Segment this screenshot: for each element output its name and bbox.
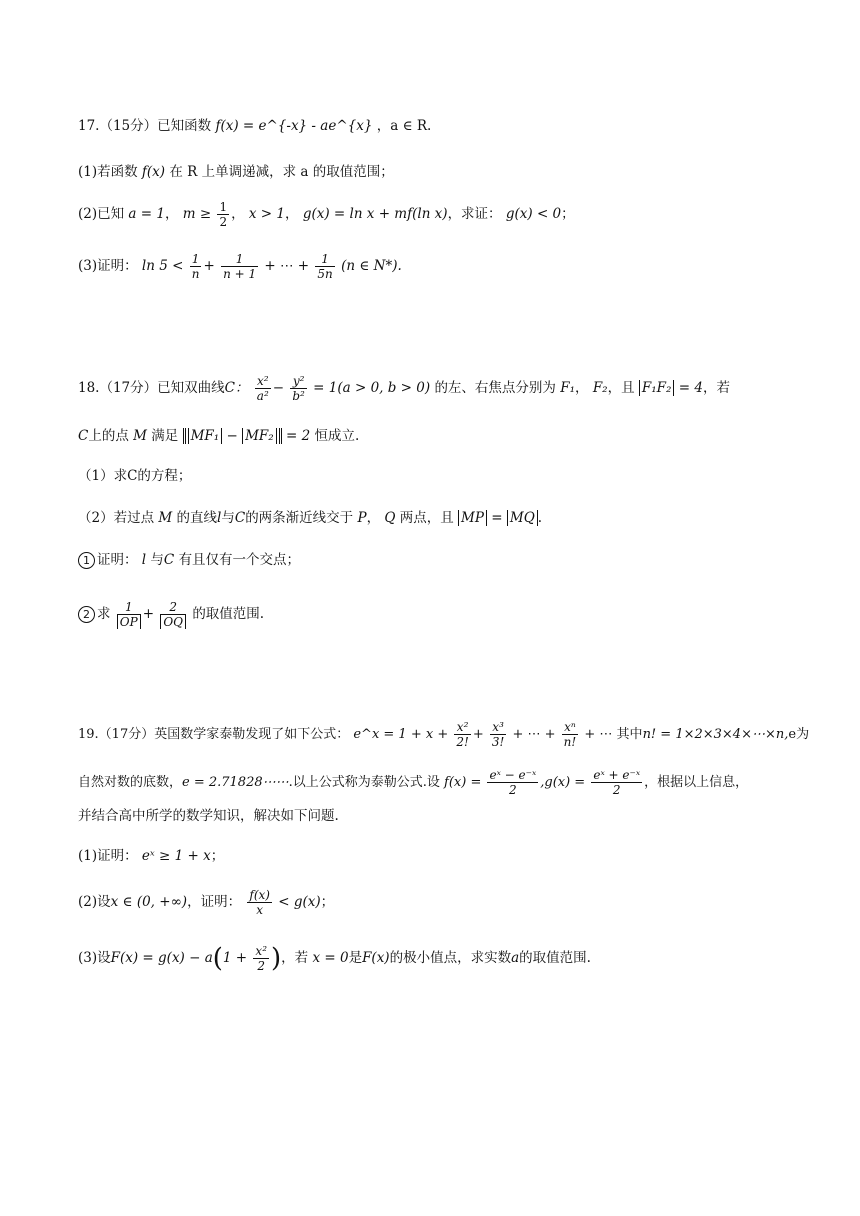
q18-abs-diff: MF₁ − MF₂ — [183, 428, 282, 444]
q17-p1-text: 在 R 上单调递减，求 a 的取值范围； — [169, 164, 394, 180]
q18-x-frac: $\frac{\text{x²}}{\text{a²}}$ — [256, 374, 269, 403]
q19-part3 — [78, 944, 591, 973]
q18-p2-C: C — [234, 510, 246, 526]
q19-p3-a: (3)设 — [78, 950, 111, 966]
q19-l3: 并结合高中所学的数学知识，解决如下问题. — [78, 808, 339, 824]
q18-foci-text: 的左、右焦点分别为 — [434, 380, 556, 396]
q19-line2 — [78, 768, 748, 797]
q19-p2-b: ，证明： — [187, 894, 242, 910]
q18-l2-C: C — [78, 428, 89, 444]
q19-p2-rhs: < g(x) — [278, 894, 321, 910]
q17-p1-fx: f(x) — [141, 164, 166, 180]
q19-part1 — [78, 846, 224, 866]
q17-p2-half: $\frac{1}{2}$ — [219, 200, 228, 229]
q18-s2-frac2: $\frac{2}{OQ}$ — [160, 600, 186, 629]
q19-title: 19.（17分）英国数学家泰勒发现了如下公式： e^x = 1 + x + $\frac{\text{x²}}{2!}$ + $\frac{\text{x³}}{3!}$ + ⋯ + $\frac{\text{xⁿ}}{n!}$ + ⋯ 其中n! = 1×2×3×4×⋯×n,e为 — [78, 720, 810, 749]
q18-line2 — [78, 426, 359, 446]
q19-p3-aa: a — [511, 950, 520, 966]
q18-F1F2: F₁F₂ — [639, 380, 675, 396]
q19-f-lhs: f(x) = — [444, 775, 482, 790]
q19-f-frac: $\frac{\text{eˣ − e⁻ˣ}}{2}$ — [489, 768, 537, 797]
q19-p3-c: 是 — [348, 950, 363, 966]
q19-l2-c: ，根据以上信息， — [644, 775, 749, 790]
q18-p2-b: 的直线 — [176, 510, 218, 526]
q17-part3: (3)证明： ln 5 < $\frac{1}{n}$ + $\frac{1}{n + 1}$ + ⋯ + $\frac{1}{5n}$ (n ∈ N*). — [78, 252, 402, 281]
q18-p2-P: P — [357, 510, 367, 526]
q19-l2-b: .以上公式称为泰勒公式.设 — [288, 775, 440, 790]
q18-F1: F₁ — [560, 380, 576, 396]
q18-ruo: ，若 — [702, 380, 730, 396]
q19-p3-F: F(x) = g(x) − a — [110, 950, 213, 966]
q18-s1-l: l — [141, 552, 147, 568]
q19-p2-end: ； — [320, 894, 335, 910]
q17-p3-term1: $\frac{1}{n}$ — [191, 252, 200, 281]
q19-p1-eq: eˣ ≥ 1 + x — [141, 848, 211, 864]
q17-header: 17.（15分）已知函数 — [78, 118, 212, 134]
q18-p2-M: M — [158, 510, 173, 526]
q18-p1-text: （1）求C的方程； — [78, 468, 192, 484]
q17-p2-cond-x: x > 1 — [248, 206, 286, 222]
q18-s2-frac1: $\frac{1}{OP}$ — [117, 600, 141, 629]
q18-F2: F₂ — [592, 380, 608, 396]
q19-tail: + ⋯ — [584, 727, 613, 742]
q17-p2-goal: g(x) < 0 — [505, 206, 562, 222]
q18-l2-b: 上的点 — [88, 428, 129, 444]
q18-p2-f: 两点，且 — [399, 510, 454, 526]
q17-p1-prefix: (1)若函数 — [78, 164, 138, 180]
q18-circle-2: 2 — [78, 606, 95, 623]
q17-p2-prefix: (2)已知 — [78, 206, 125, 222]
q17-p3-lhs: ln 5 < — [141, 258, 184, 274]
q18-s2-a: 求 — [97, 606, 111, 622]
q19-where: 其中 — [616, 727, 643, 742]
q17-part1 — [78, 162, 394, 182]
q19-formula-lhs: e^x = 1 + x + — [353, 727, 449, 742]
q19-p3-lparen: ( — [212, 943, 223, 974]
q19-p3-b: ，若 — [281, 950, 309, 966]
q18-p2-a: （2）若过点 — [78, 510, 155, 526]
q19-p3-rparen: ) — [271, 943, 282, 974]
q19-p2-a: (2)设 — [78, 894, 111, 910]
q18-part2: （2）若过点 M 的直线l与C的两条渐近线交于 P， Q 两点，且 MP = MQ . — [78, 510, 543, 526]
q19-p3-Fx: F(x) — [362, 950, 390, 966]
q19-g-lhs: ,g(x) = — [540, 775, 586, 790]
q18-sub1 — [78, 550, 300, 570]
q18-eq-rest: = 1(a > 0, b > 0) — [313, 380, 431, 396]
q18-p2-l: l — [217, 510, 222, 526]
q18-l2-M: M — [133, 428, 147, 444]
q19-p3-d: 的极小值点，求实数 — [389, 950, 512, 966]
q19-dots: + ⋯ + — [512, 727, 556, 742]
q18-y-frac: $\frac{\text{y²}}{\text{b²}}$ — [292, 374, 305, 403]
q19-g-frac: $\frac{\text{eˣ + e⁻ˣ}}{2}$ — [593, 768, 641, 797]
q18-l2-c: 满足 — [151, 428, 179, 444]
q19-header: 19.（17分）英国数学家泰勒发现了如下公式： — [78, 727, 350, 742]
q19-e-val: e = 2.71828⋯⋯ — [182, 775, 289, 790]
q17-p3-term3: $\frac{1}{5n}$ — [317, 252, 333, 281]
q19-p1-a: (1)证明： — [78, 848, 138, 864]
q19-p2-dom: x ∈ (0, +∞) — [110, 894, 188, 910]
q18-sub2: 2 求 $\frac{1}{OP}$ + $\frac{2}{OQ}$ 的取值范围. — [78, 600, 264, 629]
q17-function: f(x) = e^{-x} - ae^{x} — [215, 118, 373, 134]
q18-MP: MP — [458, 510, 487, 526]
q19-termn: $\frac{\text{xⁿ}}{n!}$ — [563, 720, 577, 749]
q19-term2: $\frac{\text{x²}}{2!}$ — [456, 720, 469, 749]
q18-F1F2-val: = 4 — [678, 380, 703, 396]
q17-p2-cond-m: m ≥ — [182, 206, 212, 222]
q19-factorial: n! = 1×2×3×4×⋯×n, — [642, 727, 789, 742]
q18-title: 18.（17分）已知双曲线C： $\frac{\text{x²}}{\text{a²}}$ − $\frac{\text{y²}}{\text{b²}}$ = 1(a > 0, b > 0) 的左、右焦点分别为 F₁， F₂，且 F₁F₂ = 4，若 — [78, 374, 730, 403]
q17-p2-cond-a: a = 1 — [128, 206, 165, 222]
q19-part2 — [78, 888, 334, 917]
q19-line3 — [78, 806, 339, 826]
q17-p2-prove: ，求证： — [447, 206, 502, 222]
q17-p3-dots: + ⋯ + — [264, 258, 310, 274]
q18-s1-a: 证明： — [97, 552, 138, 568]
q18-p2-e: ， — [366, 510, 381, 526]
q18-l2-val: = 2 — [285, 428, 311, 444]
q18-l2-d: 恒成立. — [314, 428, 360, 444]
q18-s2-b: 的取值范围. — [192, 606, 265, 622]
q19-p2-frac: $\frac{f(x)}{x}$ — [249, 888, 270, 917]
q17-p3-term2: $\frac{1}{n + 1}$ — [223, 252, 257, 281]
q19-p3-x0: x = 0 — [312, 950, 349, 966]
q17-title — [78, 116, 431, 136]
q17-part2: (2)已知 a = 1， m ≥ $\frac{1}{2}$ ， x > 1， g(x) = ln x + mf(ln x)，求证： g(x) < 0； — [78, 200, 575, 229]
q18-s1-C: C — [163, 552, 175, 568]
q18-p2-Q: Q — [384, 510, 396, 526]
q17-p3-prefix: (3)证明： — [78, 258, 138, 274]
q19-p3-in-a: 1 + — [222, 950, 248, 966]
q18-foci-cond: ，且 — [607, 380, 635, 396]
q19-p1-end: ； — [210, 848, 225, 864]
q17-p2-g: g(x) = ln x + mf(ln x) — [302, 206, 448, 222]
q18-header: 18.（17分）已知双曲线 — [78, 380, 225, 396]
q18-circle-1: 1 — [78, 552, 95, 569]
q18-p2-c: 与 — [221, 510, 235, 526]
q18-MQ: MQ — [507, 510, 538, 526]
q18-p2-end: . — [537, 510, 543, 526]
q18-s1-b: 与 — [150, 552, 164, 568]
q18-p2-d: 的两条渐近线交于 — [245, 510, 354, 526]
q19-p3-frac: $\frac{\text{x²}}{2}$ — [255, 944, 267, 973]
q19-l2-a: 自然对数的底数， — [78, 775, 183, 790]
q19-term3: $\frac{\text{x³}}{3!}$ — [491, 720, 505, 749]
q18-s1-c: 有且仅有一个交点； — [178, 552, 301, 568]
q17-domain: ，a ∈ R. — [376, 118, 432, 134]
q17-p2-end: ； — [561, 206, 575, 222]
q19-e-name: e为 — [788, 727, 810, 742]
q18-curve-name: C： — [224, 380, 249, 396]
q19-p3-e: 的取值范围. — [519, 950, 591, 966]
q17-p3-cond: (n ∈ N*). — [341, 258, 402, 274]
q18-part1 — [78, 466, 191, 486]
